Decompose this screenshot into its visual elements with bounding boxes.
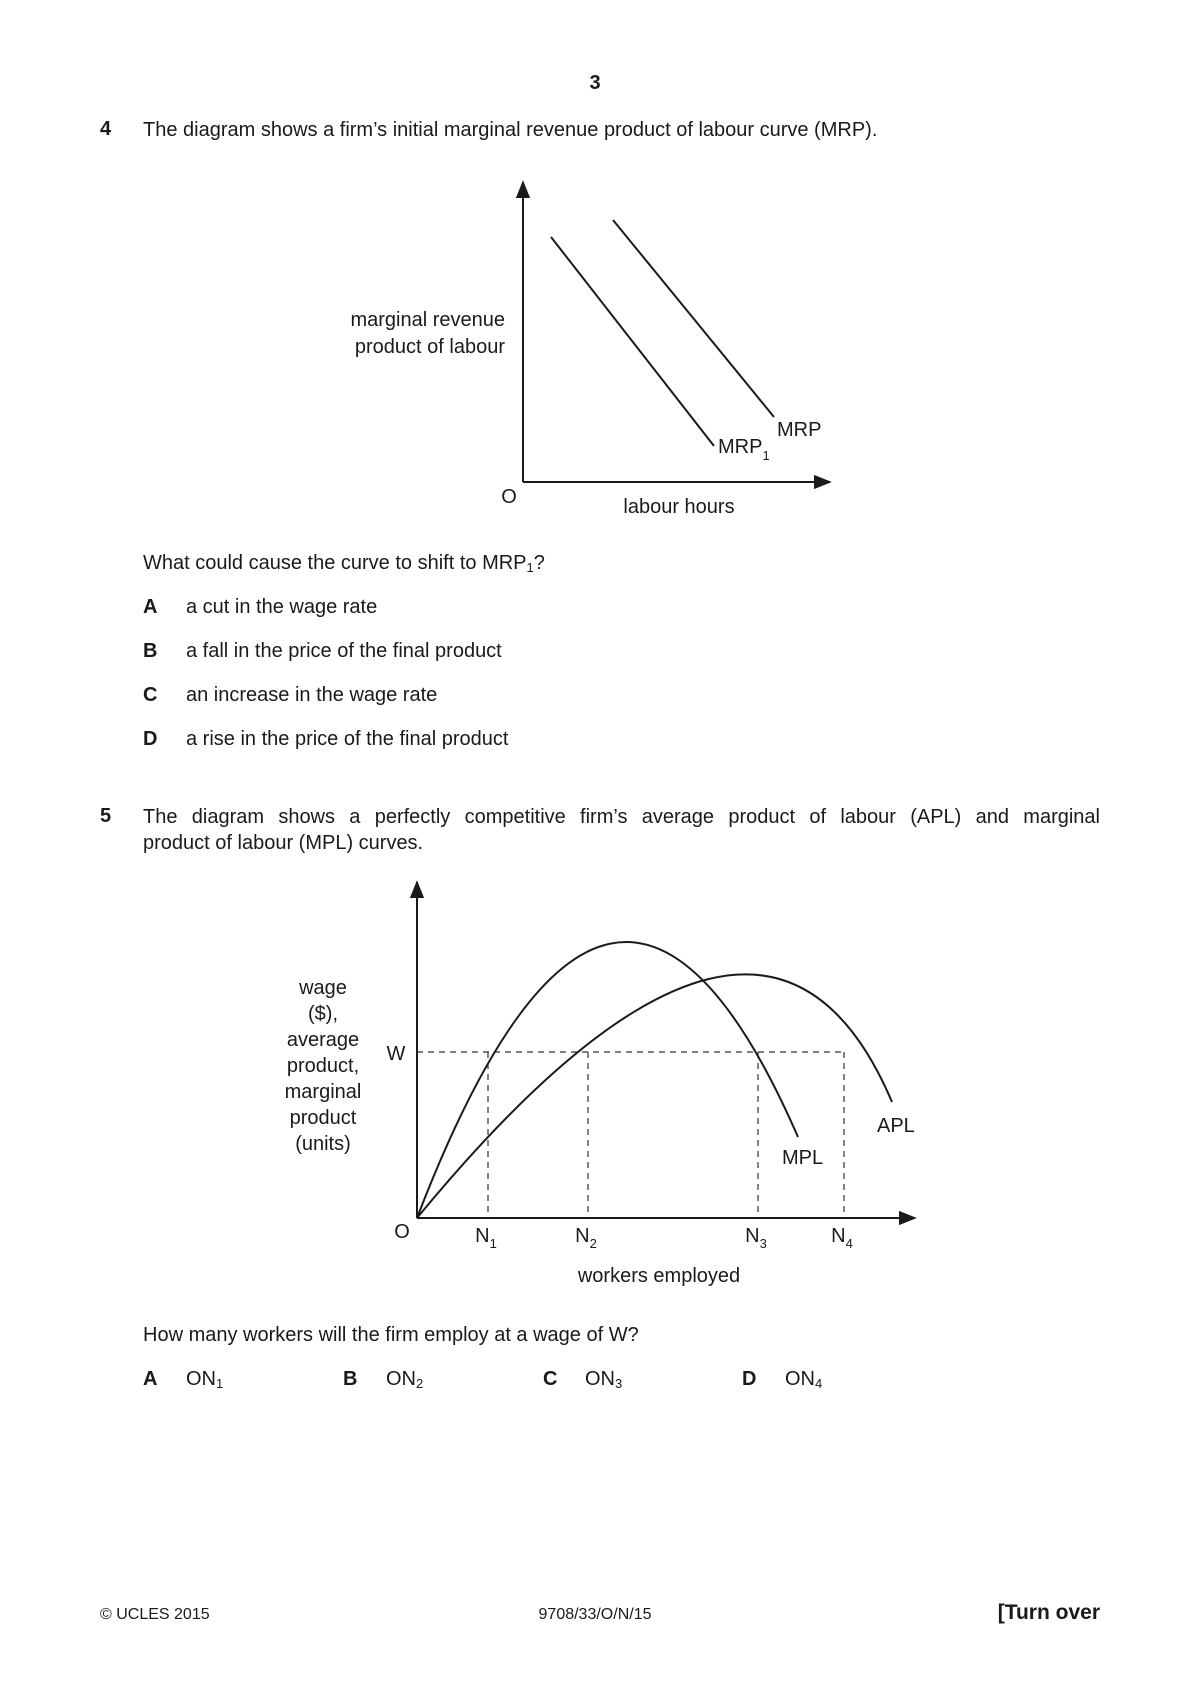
q5-option-a-letter: A (143, 1368, 158, 1390)
y-axis-label-line6: product (289, 1107, 357, 1129)
mrp-curve (613, 220, 774, 417)
q4-option-d-text: a rise in the price of the final product (186, 728, 509, 750)
mrp1-curve (551, 237, 714, 446)
mrp-label: MRP (777, 419, 822, 441)
q5-option-d-text: $ON_4$ (785, 1368, 823, 1391)
y-axis-label-line1: marginal revenue (350, 309, 505, 331)
question-5-prompt: How many workers will the firm employ at a wage of W? (143, 1324, 639, 1346)
x-axis-label: workers employed (577, 1265, 741, 1287)
q5-option-d-letter: D (742, 1368, 757, 1390)
n1-label: $N_1$ (475, 1225, 497, 1251)
q4-option-c-letter: C (143, 684, 158, 706)
y-axis-label-line4: product, (286, 1055, 360, 1077)
wage-level-label: W (386, 1043, 406, 1065)
y-axis-label-line2: ($), (308, 1003, 338, 1025)
footer-copyright: © UCLES 2015 (100, 1606, 210, 1623)
q5-option-c-letter: C (543, 1368, 558, 1390)
question-4-stem: The diagram shows a firm’s initial marginal revenue product of labour curve (MRP). (143, 119, 878, 141)
page-number: 3 (589, 72, 601, 94)
q4-option-a-letter: A (143, 596, 158, 618)
mrp-diagram (300, 170, 860, 530)
q5-option-a-text: $ON_1$ (186, 1368, 224, 1391)
y-axis-label-line1: wage (299, 977, 347, 999)
q4-option-c-text: an increase in the wage rate (186, 684, 438, 706)
n2-label: $N_2$ (575, 1225, 597, 1251)
q4-option-b-text: a fall in the price of the final product (186, 640, 502, 662)
apl-mpl-diagram (260, 880, 940, 1300)
origin-label: O (394, 1221, 410, 1243)
q4-option-d-letter: D (143, 728, 158, 750)
y-axis-label-line7: (units) (295, 1133, 351, 1155)
question-5-stem-line2: product of labour (MPL) curves. (143, 832, 424, 854)
q4-option-b-letter: B (143, 640, 158, 662)
question-4-number: 4 (100, 118, 112, 140)
y-axis-label-line5: marginal (284, 1081, 362, 1103)
q5-option-b-text: $ON_2$ (386, 1368, 424, 1391)
n4-label: $N_4$ (831, 1225, 853, 1251)
q5-option-b-letter: B (343, 1368, 358, 1390)
q4-option-a-text: a cut in the wage rate (186, 596, 378, 618)
mrp1-label: $MRP_1$ (718, 436, 770, 463)
mpl-curve (417, 942, 798, 1218)
n3-label: $N_3$ (745, 1225, 767, 1251)
footer-turn-over: [Turn over (997, 1601, 1100, 1624)
question-5-stem-line1: The diagram shows a perfectly competitive firm’s average product of labour (APL) and marginal (143, 806, 1100, 828)
question-4-prompt: What could cause the curve to shift to $MRP_1$? (143, 552, 545, 575)
y-axis-label-line3: average (286, 1029, 360, 1051)
mpl-label: MPL (782, 1147, 824, 1169)
apl-label: APL (877, 1115, 915, 1137)
footer-paper-code: 9708/33/O/N/15 (538, 1606, 652, 1623)
x-axis-label: labour hours (623, 496, 735, 518)
y-axis-label-line2: product of labour (354, 336, 505, 358)
origin-label: O (501, 486, 517, 508)
question-5-number: 5 (100, 805, 112, 827)
q5-option-c-text: $ON_3$ (585, 1368, 623, 1391)
